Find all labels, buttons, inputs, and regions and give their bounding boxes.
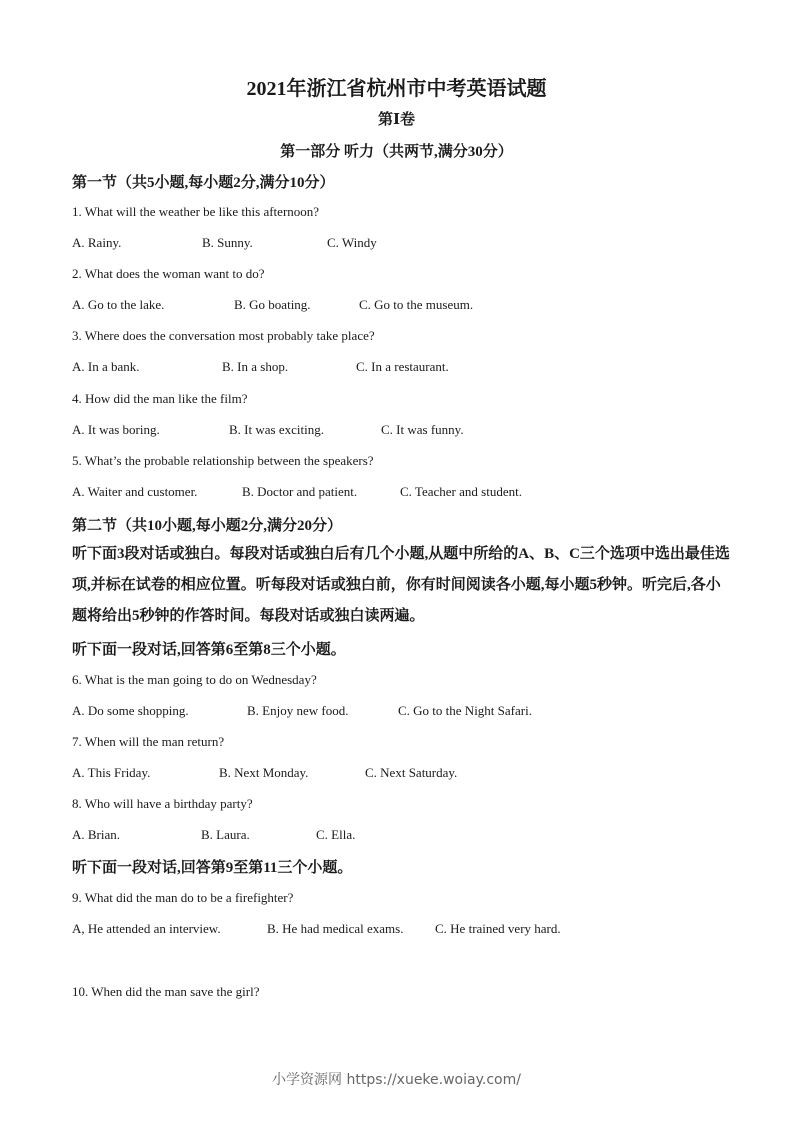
section1-heading: 第一节（共5小题,每小题2分,满分10分） [72, 175, 335, 191]
option-6a: A. Do some shopping. [72, 703, 189, 718]
question-3: 3. Where does the conversation most probably take place? [72, 328, 375, 343]
question-5: 5. What’s the probable relationship between the speakers? [72, 453, 374, 468]
section2-instructions: 听下面3段对话或独白。每段对话或独白后有几个小题,从题中所给的A、B、C三个选项中选出最佳选项,并标在试卷的相应位置。听每段对话或独白前，你有时间阅读各小题,每小题5秒钟。听完后,各小题将给出5秒钟的作答时间。每段对话或独白读两遍。 [72, 546, 730, 624]
option-3b: B. In a shop. [222, 359, 289, 374]
option-8a: A. Brian. [72, 827, 121, 842]
option-3a: A. In a bank. [72, 359, 140, 374]
option-7b: B. Next Monday. [219, 765, 309, 780]
option-9c: C. He trained very hard. [435, 921, 561, 936]
question-8: 8. Who will have a birthday party? [72, 796, 253, 811]
question-4: 4. How did the man like the film? [72, 391, 248, 406]
option-5c: C. Teacher and student. [400, 484, 522, 499]
question-2: 2. What does the woman want to do? [72, 266, 265, 281]
part-heading: 第一部分 听力（共两节,满分30分） [280, 144, 513, 160]
option-5b: B. Doctor and patient. [242, 484, 358, 499]
option-9a: A, He attended an interview. [72, 921, 221, 936]
option-8c: C. Ella. [316, 827, 356, 842]
option-2c: C. Go to the museum. [359, 297, 474, 312]
option-7c: C. Next Saturday. [365, 765, 458, 780]
option-7a: A. This Friday. [72, 765, 151, 780]
option-6c: C. Go to the Night Safari. [398, 703, 532, 718]
option-4b: B. It was exciting. [229, 422, 324, 437]
option-1b: B. Sunny. [202, 235, 253, 250]
question-1: 1. What will the weather be like this afternoon? [72, 204, 320, 219]
dialog2-heading: 听下面一段对话,回答第9至第11三个小题。 [72, 860, 353, 876]
option-1c: C. Windy [327, 235, 377, 250]
dialog1-heading: 听下面一段对话,回答第6至第8三个小题。 [72, 642, 346, 658]
option-4a: A. It was boring. [72, 422, 160, 437]
page-title: 2021年浙江省杭州市中考英语试题 [246, 78, 547, 100]
question-6: 6. What is the man going to do on Wednesday? [72, 672, 317, 687]
option-9b: B. He had medical exams. [267, 921, 404, 936]
option-3c: C. In a restaurant. [356, 359, 449, 374]
question-9: 9. What did the man do to be a firefighter? [72, 890, 294, 905]
option-1a: A. Rainy. [72, 235, 122, 250]
option-2b: B. Go boating. [234, 297, 311, 312]
footer-watermark: 小学资源网 https://xueke.woiay.com/ [272, 1072, 521, 1088]
option-6b: B. Enjoy new food. [247, 703, 349, 718]
option-2a: A. Go to the lake. [72, 297, 165, 312]
section2-heading: 第二节（共10小题,每小题2分,满分20分） [72, 518, 343, 534]
question-7: 7. When will the man return? [72, 734, 225, 749]
question-10: 10. When did the man save the girl? [72, 984, 260, 999]
option-4c: C. It was funny. [381, 422, 464, 437]
volume-label: 第Ⅰ卷 [377, 112, 416, 128]
option-5a: A. Waiter and customer. [72, 484, 198, 499]
option-8b: B. Laura. [201, 827, 250, 842]
